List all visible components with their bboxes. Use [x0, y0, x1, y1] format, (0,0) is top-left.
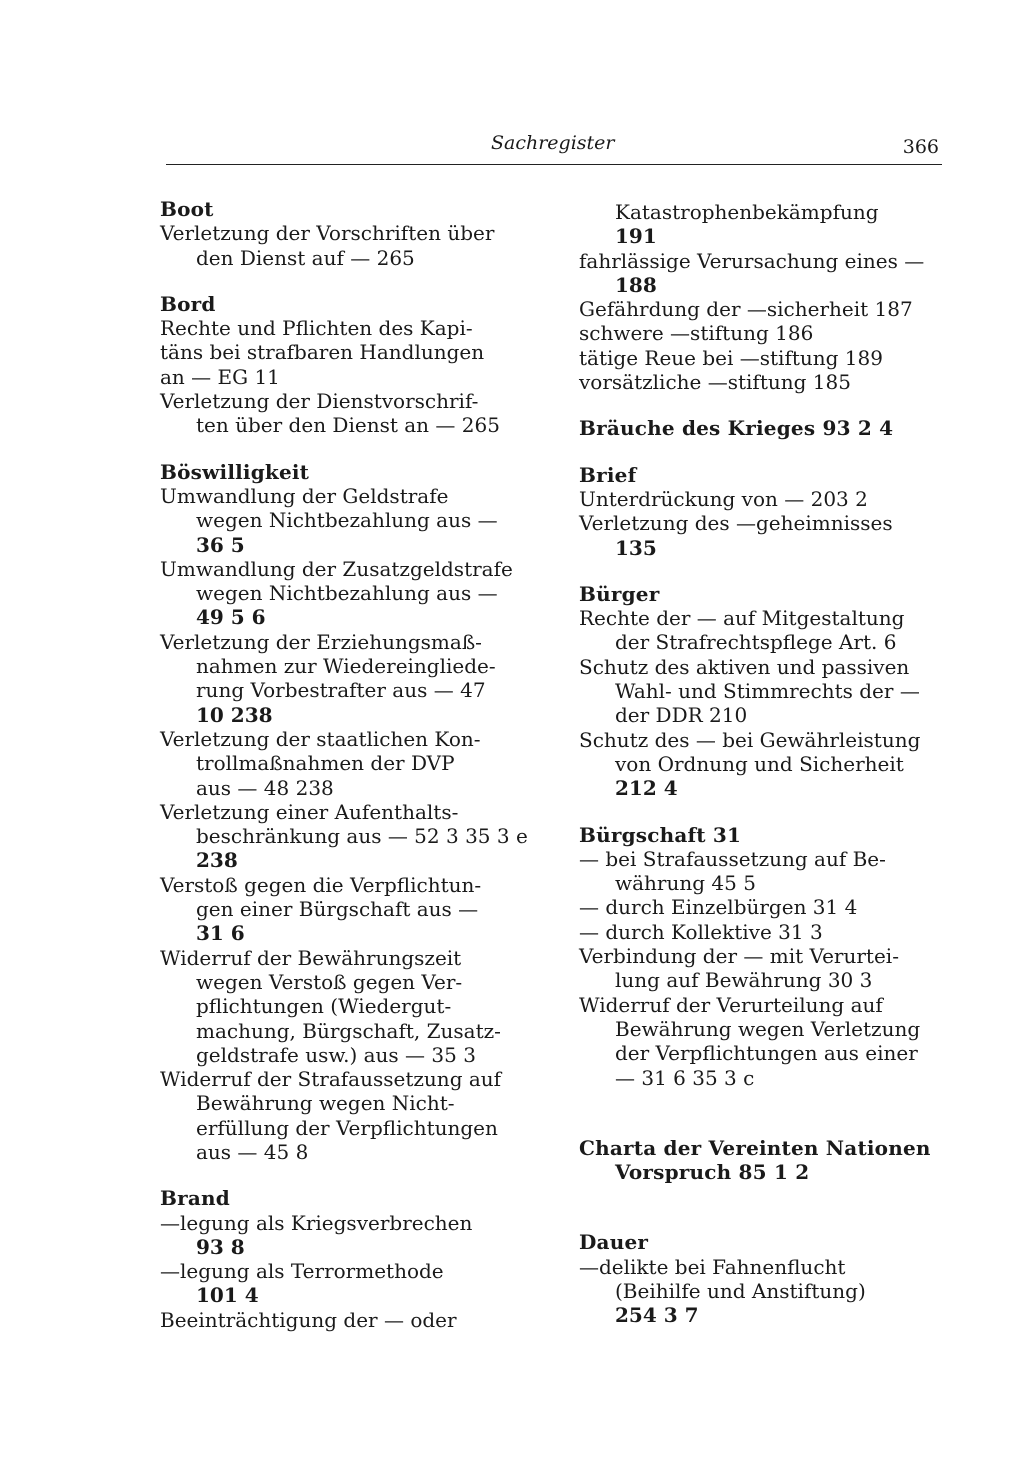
subentry-ref: 135: [615, 535, 657, 560]
subentry-ref: 101 4: [196, 1283, 259, 1308]
subentry-line: Verletzung der staatlichen Kon-: [160, 726, 481, 751]
index-entry-brand-continued: [579, 200, 949, 394]
subentry-line: Rechte der — auf Mitgestaltung: [579, 606, 905, 631]
index-entry-charta: [579, 1136, 949, 1185]
subentry-line: Gefährdung der —sicherheit 187: [579, 297, 913, 322]
subentry-line: — bei Strafaussetzung auf Be-: [579, 846, 886, 871]
subentry-ref: 31 6: [196, 921, 245, 946]
subentry-line: Schutz des aktiven und passiven: [579, 654, 910, 679]
index-entry-bord: [160, 292, 525, 438]
header-rule: [166, 164, 942, 165]
headword: Bräuche des Krieges 93 2 4: [579, 416, 894, 441]
subentry-line: den Dienst auf — 265: [196, 245, 415, 270]
subentry-line: aus — 48 238: [196, 775, 334, 800]
subentry-ref: 191: [615, 224, 657, 249]
page-number: 366: [902, 136, 939, 158]
subentry-line: Verletzung der Erziehungsmaß-: [160, 629, 482, 654]
headword: Brand: [160, 1186, 230, 1211]
index-column-right: [579, 200, 949, 1350]
subentry-line: aus — 45 8: [196, 1139, 309, 1164]
index-column-left: [160, 197, 528, 1354]
subentry-line: Umwandlung der Geldstrafe: [160, 483, 449, 508]
index-entry-burger: [579, 582, 949, 801]
subentry-line: trollmaßnahmen der DVP: [196, 751, 455, 776]
index-entry-boswilligkeit: [160, 459, 528, 1165]
page-header: [166, 132, 942, 166]
running-title: Sachregister: [491, 132, 615, 154]
subentry-line: erfüllung der Verpflichtungen: [196, 1115, 498, 1140]
subentry-line: fahrlässige Verursachung eines —: [579, 248, 925, 273]
subentry-line: lung auf Bewährung 30 3: [615, 968, 873, 993]
headword: Boot: [160, 197, 214, 221]
subentry-line: der Strafrechtspflege Art. 6: [615, 630, 897, 655]
subentry-line: Beeinträchtigung der — oder: [160, 1307, 457, 1332]
subentry-line: wegen Verstoß gegen Ver-: [196, 969, 463, 994]
subentry-line: vorsätzliche —stiftung 185: [579, 370, 851, 395]
subentry-line: Widerruf der Verurteilung auf: [579, 992, 883, 1017]
subentry-line: der DDR 210: [615, 703, 748, 728]
subentry-line: Verletzung einer Aufenthalts-: [160, 799, 459, 824]
subentry-line: Widerruf der Strafaussetzung auf: [160, 1067, 502, 1092]
subentry-line: beschränkung aus — 52 3 35 3 e: [196, 824, 528, 849]
subentry-ref: 238: [196, 848, 238, 873]
subentry-ref: 188: [615, 272, 657, 297]
subentry-line: nahmen zur Wiedereingliede-: [196, 654, 496, 679]
headword: Böswilligkeit: [160, 459, 310, 484]
subentry-line: Unterdrückung von — 203 2: [579, 486, 868, 511]
subentry-line: von Ordnung und Sicherheit: [615, 751, 904, 776]
subentry-line: tätige Reue bei —stiftung 189: [579, 345, 883, 370]
subentry-line: Verletzung des —geheimnisses: [579, 511, 893, 536]
headword: Charta der Vereinten Nationen: [579, 1135, 931, 1160]
subentry-line: —legung als Terrormethode: [160, 1259, 444, 1284]
subentry-line: Verbindung der — mit Verurtei-: [579, 944, 899, 969]
subentry-line: Verstoß gegen die Verpflichtun-: [160, 872, 482, 897]
subentry-ref: 212 4: [615, 776, 678, 801]
headword: Brief: [579, 462, 637, 487]
headword: Bürgschaft 31: [579, 822, 742, 847]
subentry-line: Verletzung der Vorschriften über: [160, 221, 495, 246]
headword-continued: Vorspruch 85 1 2: [615, 1160, 810, 1185]
subentry-line: ten über den Dienst an — 265: [196, 413, 500, 438]
subentry-ref: 10 238: [196, 702, 273, 727]
index-entry-brand: [160, 1186, 525, 1332]
subentry-line: schwere —stiftung 186: [579, 321, 814, 346]
subentry-ref: 36 5: [196, 532, 245, 557]
subentry-ref: 93 8: [196, 1234, 245, 1259]
subentry-ref: 49 5 6: [196, 605, 266, 630]
subentry-line: Rechte und Pflichten des Kapi-: [160, 316, 473, 341]
subentry-line: Verletzung der Dienstvorschrif-: [160, 389, 479, 414]
subentry-line: wegen Nichtbezahlung aus —: [196, 508, 498, 533]
subentry-line: Bewährung wegen Verletzung: [615, 1016, 921, 1041]
subentry-line: rung Vorbestrafter aus — 47: [196, 678, 486, 703]
headword: Bord: [160, 291, 216, 316]
subentry-line: —delikte bei Fahnenflucht: [579, 1254, 846, 1279]
subentry-line: Umwandlung der Zusatzgeldstrafe: [160, 556, 513, 581]
subentry-line: Wahl- und Stimmrechts der —: [615, 679, 920, 704]
subentry-line: —legung als Kriegsverbrechen: [160, 1210, 473, 1235]
headword: Bürger: [579, 581, 660, 606]
subentry-line: (Beihilfe und Anstiftung): [615, 1278, 866, 1303]
subentry-line: gen einer Bürgschaft aus —: [196, 897, 479, 922]
index-entry-brief: [579, 463, 949, 560]
subentry-line: an — EG 11: [160, 364, 280, 389]
subentry-line: der Verpflichtungen aus einer: [615, 1041, 918, 1066]
headword: Dauer: [579, 1230, 649, 1255]
subentry-line: wegen Nichtbezahlung aus —: [196, 581, 498, 606]
subentry-line: Widerruf der Bewährungszeit: [160, 945, 462, 970]
index-entry-dauer: [579, 1230, 949, 1327]
index-entry-boot: [160, 197, 525, 270]
subentry-line: — durch Einzelbürgen 31 4: [579, 895, 858, 920]
subentry-line: Bewährung wegen Nicht-: [196, 1091, 455, 1116]
subentry-line: Schutz des — bei Gewährleistung: [579, 727, 921, 752]
subentry-line: währung 45 5: [615, 871, 756, 896]
subentry-line: — durch Kollektive 31 3: [579, 919, 823, 944]
subentry-line: pflichtungen (Wiedergut-: [196, 994, 452, 1019]
subentry-line: geldstrafe usw.) aus — 35 3: [196, 1042, 476, 1067]
subentry-ref: 254 3 7: [615, 1303, 699, 1328]
subentry-line: machung, Bürgschaft, Zusatz-: [196, 1018, 501, 1043]
subentry-line: Katastrophenbekämpfung: [615, 200, 879, 224]
index-entry-burgschaft: [579, 823, 949, 1090]
index-entry-brauche: [579, 416, 949, 440]
subentry-line: täns bei strafbaren Handlungen: [160, 340, 485, 365]
subentry-line: — 31 6 35 3 c: [615, 1065, 755, 1090]
